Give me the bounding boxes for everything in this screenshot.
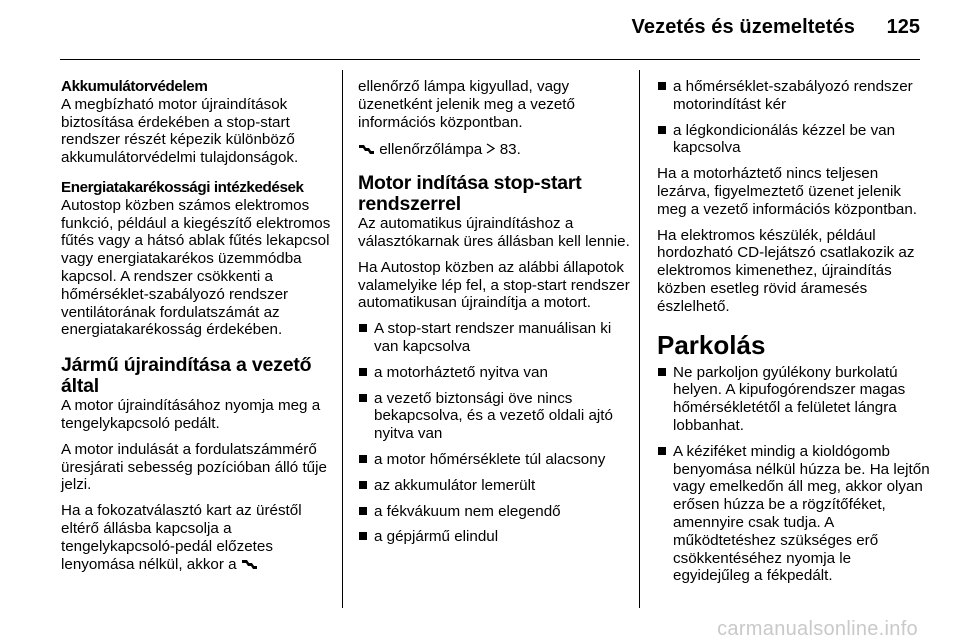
list-item: a vezető biztonsági öve nincs bekapcsolva, és a vezető oldali ajtó nyitva van (358, 390, 633, 443)
bullet-marker (359, 507, 367, 515)
heading-driver-restart: Jármű újraindítása a vezető által (61, 354, 312, 398)
watermark: carmanualsonline.info (717, 618, 918, 640)
paragraph-selector-neutral: Az automatikus újraindításhoz a választókarnak üres állásban kell lennie. (358, 215, 630, 250)
list-item: a motorháztető nyitva van (358, 364, 633, 382)
heading-parking: Parkolás (657, 329, 766, 360)
list-item: a gépjármű elindul (358, 528, 633, 546)
paragraph-lamp-continued: ellenőrző lámpa kigyullad, vagy üzenetként jelenik meg a vezető információs központban. (358, 78, 575, 131)
bullet-marker (359, 368, 367, 376)
reference-text: ellenőrzőlámpa (379, 141, 483, 159)
warning-lamp-icon (358, 143, 375, 155)
heading-stop-start-restart: Motor indítása stop-start rendszerrel (358, 172, 582, 216)
list-item: Ne parkoljon gyúlékony burkolatú helyen. A kipufogórendszer magas hőmérsékletétől a felületet lángra lobbanhat. (657, 364, 932, 435)
paragraph-tachometer: A motor indulását a fordulatszámmérő üresjárati sebesség pozícióban álló tűje jelzi. (61, 440, 327, 494)
gear-lever-text: Ha a fokozatválasztó kart az üréstől eltérő állásba kapcsolja a tengelykapcsoló-pedál előzetes lenyomása nélkül, akkor a (61, 502, 302, 573)
subheading-energy-saving: Energiatakarékossági intézkedések (61, 178, 304, 196)
parking-list (657, 364, 932, 586)
page-number: 125 (886, 16, 920, 38)
bullet-marker (658, 368, 666, 376)
bullet-marker (359, 481, 367, 489)
paragraph-clutch: A motor újraindításához nyomja meg a tengelykapcsoló pedált. (61, 397, 321, 432)
list-item: A stop-start rendszer manuálisan ki van kapcsolva (358, 320, 633, 356)
header-rule (60, 59, 920, 60)
bullet-marker (359, 394, 367, 402)
subheading-battery-protection: Akkumulátorvédelem (61, 78, 208, 95)
column-divider-1 (342, 70, 343, 608)
paragraph-autostop-conditions: Ha Autostop közben az alábbi állapotok valamelyike lép fel, a stop-start rendszer automatikusan újraindítja a motort. (358, 258, 630, 312)
paragraph-power-outlet: Ha elektromos készülék, például hordozható CD-lejátszó csatlakozik az elektromos kimenethez, újraindítás közben esetleg rövid áramesés észlelhető. (657, 226, 915, 315)
bullet-marker (359, 324, 367, 332)
bullet-marker (658, 447, 666, 455)
reference-page[interactable]: 83. (499, 141, 521, 159)
list-item: a hőmérséklet-szabályozó rendszer motorindítást kér (657, 78, 932, 114)
list-item: A kéziféket mindig a kioldógomb benyomása nélkül húzza be. Ha lejtőn vagy emelkedőn áll meg, akkor olyan erősen húzza be a rögzítőféket, amennyire csak tudja. A működtetéshez szükséges erő csökkentéséhez nyomja le egyidejűleg a fékpedált. (657, 443, 932, 585)
list-item: a motor hőmérséklete túl alacsony (358, 451, 633, 469)
paragraph-gear-lever (61, 502, 331, 573)
column-1 (61, 78, 331, 581)
column-2 (358, 78, 633, 554)
cross-reference (358, 141, 633, 159)
column-3 (657, 78, 932, 593)
list-item: az akkumulátor lemerült (358, 477, 633, 495)
column-divider-2 (639, 70, 640, 608)
bullet-marker (359, 532, 367, 540)
list-item: a fékvákuum nem elegendő (358, 503, 633, 521)
running-title: Vezetés és üzemeltetés (631, 16, 855, 38)
bullet-marker (658, 126, 666, 134)
restart-conditions-list (358, 320, 633, 546)
warning-lamp-icon (241, 558, 258, 570)
paragraph-battery-protection: A megbízható motor újraindítások biztosítása érdekében a stop-start rendszer részét képezik különböző akkumulátorvédelmi tulajdonságok. (61, 95, 299, 167)
restart-conditions-list-continued (657, 78, 932, 157)
paragraph-energy-saving: Autostop közben számos elektromos funkció, például a kiegészítő elektromos fűtés vagy a hátsó ablak fűtés lekapcsol vagy energiatakarékos üzemmódba kapcsol. A rendszer csökkenti a hőmérséklet-szabályozó rendszer ventilátorának fordulatszámát az energiatakarékosság érdekében. (61, 196, 331, 339)
list-item: a légkondicionálás kézzel be van kapcsolva (657, 122, 932, 158)
page-reference-icon (486, 143, 495, 154)
paragraph-hood-warning: Ha a motorháztető nincs teljesen lezárva, figyelmeztető üzenet jelenik meg a vezető információs központban. (657, 165, 918, 218)
bullet-marker (359, 455, 367, 463)
bullet-marker (658, 82, 666, 90)
